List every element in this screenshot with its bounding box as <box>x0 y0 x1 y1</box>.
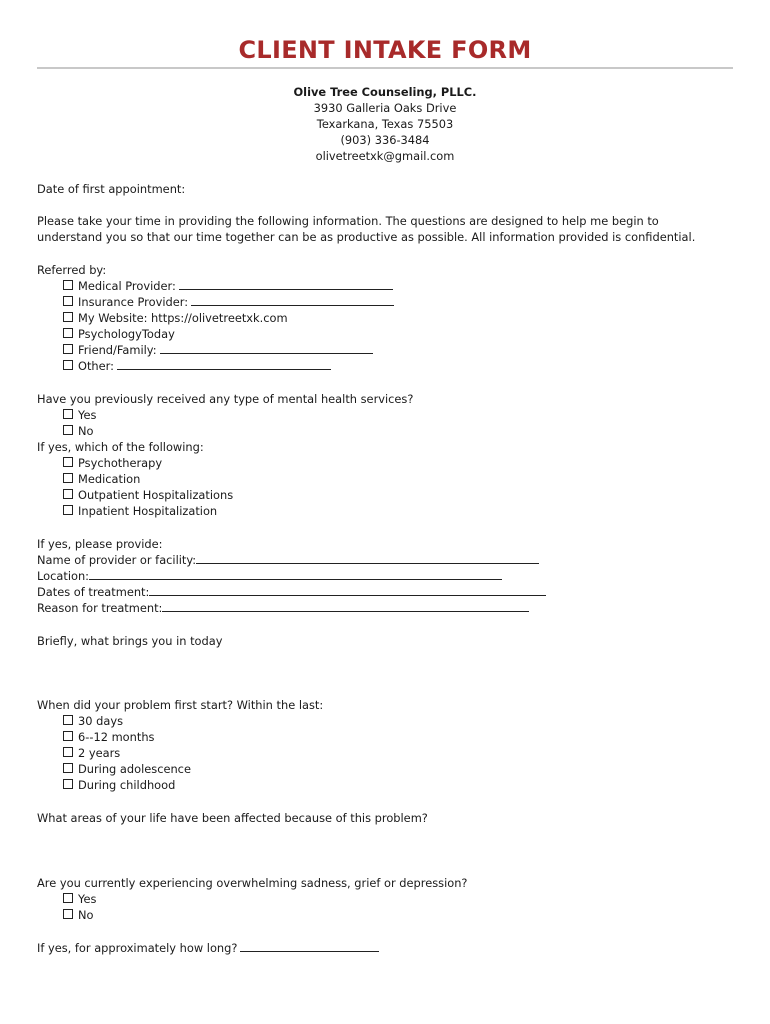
service-type-inpatient[interactable]: Inpatient Hospitalization <box>63 503 217 519</box>
referral-option-friend-family[interactable]: Friend/Family: <box>63 342 373 358</box>
practice-email: olivetreetxk@gmail.com <box>315 149 455 163</box>
checkbox[interactable] <box>63 425 73 435</box>
intro-text-line1: Please take your time in providing the following information. The questions are designed to help me begin to <box>37 214 659 228</box>
referred-by-label: Referred by: <box>37 263 107 277</box>
sadness-no[interactable]: No <box>63 907 94 923</box>
brings-you-in-question: Briefly, what brings you in today <box>37 634 223 648</box>
medical-provider-blank[interactable] <box>179 278 393 290</box>
checkbox[interactable] <box>63 360 73 370</box>
treatment-dates-field[interactable]: Dates of treatment: <box>37 584 546 600</box>
practice-address-line2: Texarkana, Texas 75503 <box>316 117 454 131</box>
title-divider <box>37 67 733 69</box>
provider-name-blank[interactable] <box>196 552 539 564</box>
checkbox[interactable] <box>63 312 73 322</box>
sadness-duration-field[interactable]: If yes, for approximately how long? <box>37 940 379 956</box>
treatment-reason-blank[interactable] <box>162 600 529 612</box>
problem-start-6-12-months[interactable]: 6--12 months <box>63 729 155 745</box>
checkbox[interactable] <box>63 893 73 903</box>
treatment-reason-field[interactable]: Reason for treatment: <box>37 600 529 616</box>
service-type-outpatient[interactable]: Outpatient Hospitalizations <box>63 487 233 503</box>
prev-services-no[interactable]: No <box>63 423 94 439</box>
provider-details-label: If yes, please provide: <box>37 537 163 551</box>
practice-phone: (903) 336-3484 <box>340 133 430 147</box>
checkbox[interactable] <box>63 731 73 741</box>
provider-name-field[interactable]: Name of provider or facility: <box>37 552 539 568</box>
checkbox[interactable] <box>63 280 73 290</box>
sadness-duration-blank[interactable] <box>240 940 379 952</box>
affected-areas-question: What areas of your life have been affected because of this problem? <box>37 811 428 825</box>
location-field[interactable]: Location: <box>37 568 502 584</box>
practice-name: Olive Tree Counseling, PLLC. <box>293 85 477 99</box>
checkbox[interactable] <box>63 763 73 773</box>
referral-option-other[interactable]: Other: <box>63 358 331 374</box>
problem-start-adolescence[interactable]: During adolescence <box>63 761 191 777</box>
form-title: CLIENT INTAKE FORM <box>238 36 532 64</box>
checkbox[interactable] <box>63 344 73 354</box>
practice-address-line1: 3930 Galleria Oaks Drive <box>313 101 457 115</box>
problem-start-2-years[interactable]: 2 years <box>63 745 120 761</box>
service-type-psychotherapy[interactable]: Psychotherapy <box>63 455 162 471</box>
treatment-dates-blank[interactable] <box>149 584 546 596</box>
checkbox[interactable] <box>63 747 73 757</box>
checkbox[interactable] <box>63 296 73 306</box>
intro-text-line2: understand you so that our time together can be as productive as possible. All information provided is confidential. <box>37 230 696 244</box>
referral-option-insurance-provider[interactable]: Insurance Provider: <box>63 294 394 310</box>
friend-family-blank[interactable] <box>160 342 373 354</box>
other-blank[interactable] <box>117 358 331 370</box>
checkbox[interactable] <box>63 489 73 499</box>
service-type-medication[interactable]: Medication <box>63 471 140 487</box>
problem-start-question: When did your problem first start? Within the last: <box>37 698 324 712</box>
checkbox[interactable] <box>63 779 73 789</box>
checkbox[interactable] <box>63 328 73 338</box>
first-appointment-label: Date of first appointment: <box>37 182 186 196</box>
checkbox[interactable] <box>63 473 73 483</box>
checkbox[interactable] <box>63 909 73 919</box>
sadness-yes[interactable]: Yes <box>63 891 96 907</box>
referral-option-psychologytoday[interactable]: PsychologyToday <box>63 326 175 342</box>
checkbox[interactable] <box>63 715 73 725</box>
referral-option-medical-provider[interactable]: Medical Provider: <box>63 278 393 294</box>
problem-start-childhood[interactable]: During childhood <box>63 777 175 793</box>
location-blank[interactable] <box>89 568 502 580</box>
prev-services-yes[interactable]: Yes <box>63 407 96 423</box>
problem-start-30-days[interactable]: 30 days <box>63 713 123 729</box>
referral-option-website[interactable]: My Website: https://olivetreetxk.com <box>63 310 288 326</box>
insurance-provider-blank[interactable] <box>191 294 394 306</box>
sadness-question: Are you currently experiencing overwhelming sadness, grief or depression? <box>37 876 468 890</box>
checkbox[interactable] <box>63 505 73 515</box>
checkbox[interactable] <box>63 457 73 467</box>
prev-services-followup: If yes, which of the following: <box>37 440 204 454</box>
checkbox[interactable] <box>63 409 73 419</box>
prev-services-question: Have you previously received any type of mental health services? <box>37 392 414 406</box>
